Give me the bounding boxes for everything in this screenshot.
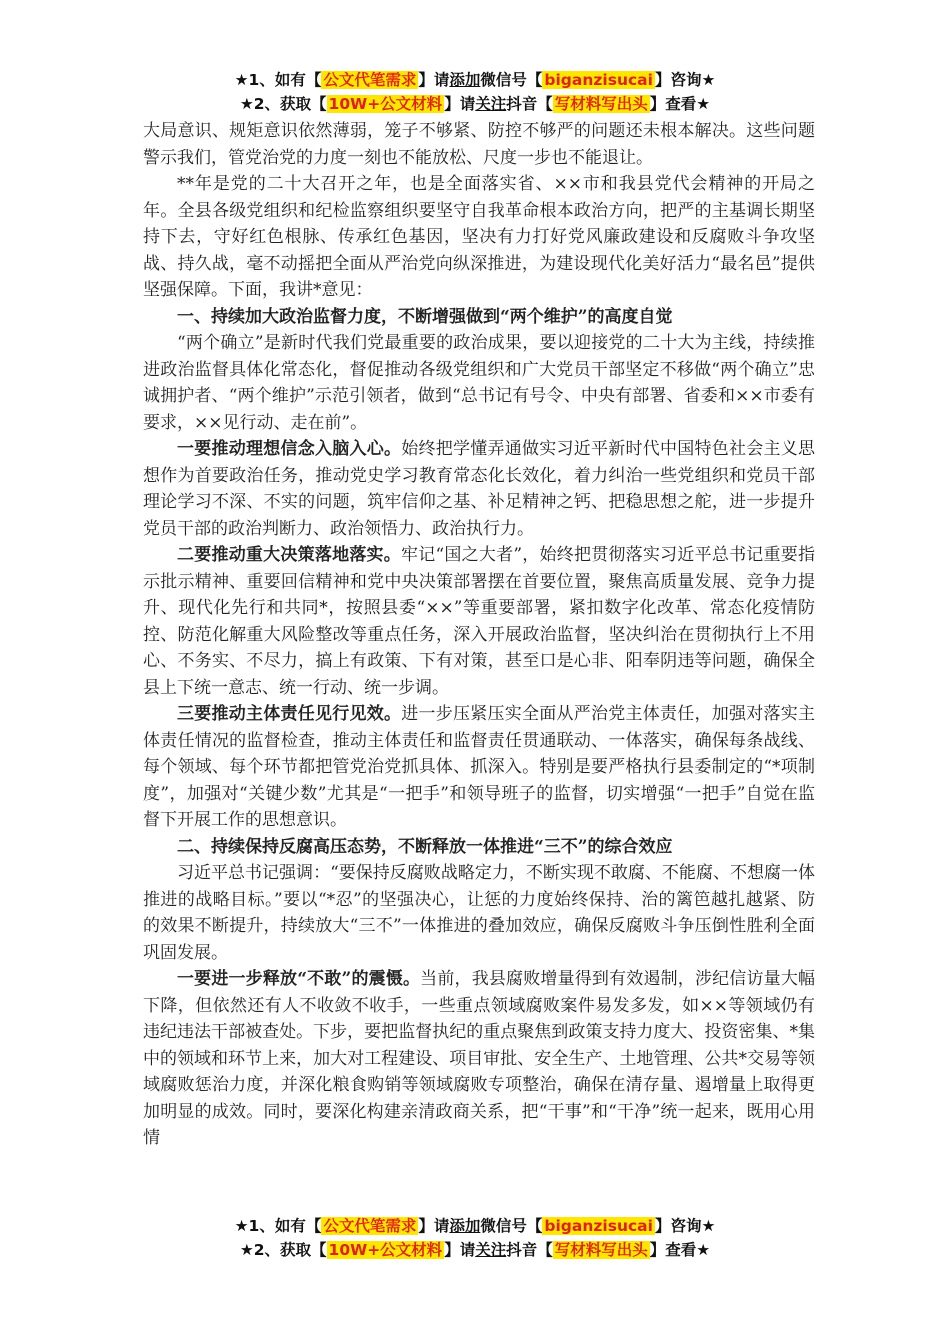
- promo-text: 微信号【: [480, 71, 543, 89]
- promo-highlight-wechat: biganzisucai: [544, 71, 653, 89]
- promo-line-2: [0, 92, 950, 116]
- promo-line-1: [0, 1214, 950, 1238]
- promo-text: ★1、如有【: [234, 71, 322, 89]
- promo-text: ★1、如有【: [234, 1217, 322, 1235]
- promo-text: ★2、获取【: [239, 1241, 327, 1259]
- promo-text: 抖音【: [506, 95, 553, 113]
- promo-highlight-service: 公文代笔需求: [323, 1217, 417, 1235]
- promo-highlight-materials: 10W+公文材料: [328, 95, 443, 113]
- paragraph-body: 进一步压紧压实全面从严治党主体责任，加强对落实主体责任情况的监督检查，推动主体责任和监督责任贯通联动、一体落实，确保每条战线、每个领域、每个环节都把管党治党抓具体、抓深入。特别是要严格执行县委制定的“*项制度”，加强对“关键少数”尤其是“一把手”和领导班子的监督，切实增强“一把手”自觉在监督下开展工作的思想意识。: [143, 704, 815, 830]
- paragraph-body: 当前，我县腐败增量得到有效遏制，涉纪信访量大幅下降，但依然还有人不收敛不收手，一些重点领域腐败案件易发多发，如××等领域仍有违纪违法干部被查处。下步，要把监督执纪的重点聚焦到政策支持力度大、投资密集、*集中的领域和环节上来，加大对工程建设、项目审批、安全生产、土地管理、公共*交易等领域腐败惩治力度，并深化粮食购销等领域腐败专项整治，确保在清存量、遏增量上取得更加明显的成效。同时，要深化构建亲清政商关系，把“干事”和“干净”统一起来，既用心用情: [143, 969, 815, 1148]
- promo-text: 微信号【: [480, 1217, 543, 1235]
- section-heading: 二、持续保持反腐高压态势，不断释放一体推进“三不”的综合效应: [177, 836, 673, 857]
- promo-line-2: [0, 1238, 950, 1262]
- promo-text: 】请: [418, 1217, 450, 1235]
- paragraph-lead: 一要进一步释放“不敢”的震慑。: [177, 969, 421, 989]
- paragraph: [143, 542, 815, 701]
- document-body: [143, 118, 815, 1152]
- paragraph-body: 始终把学懂弄通做实习近平新时代中国特色社会主义思想作为首要政治任务，推动党史学习教育常态化长效化，着力纠治一些党组织和党员干部理论学习不深、不实的问题，筑牢信仰之基、补足精神之钙、把稳思想之舵，进一步提升党员干部的政治判断力、政治领悟力、政治执行力。: [143, 439, 815, 539]
- promo-text: 】请: [418, 71, 450, 89]
- promo-text: 抖音【: [506, 1241, 553, 1259]
- promo-line-1: [0, 68, 950, 92]
- promo-banner-bottom: [0, 1214, 950, 1262]
- promo-highlight-douyin: 写材料写出头: [554, 1241, 648, 1259]
- promo-underlined: 添加: [449, 71, 481, 89]
- promo-text: 】咨询★: [654, 1217, 716, 1235]
- promo-highlight-wechat: biganzisucai: [544, 1217, 653, 1235]
- paragraph-lead: 二要推动重大决策落地落实。: [177, 545, 402, 565]
- paragraph-lead: 一要推动理想信念入脑入心。: [177, 439, 402, 459]
- paragraph: “两个确立”是新时代我们党最重要的政治成果，要以迎接党的二十大为主线，持续推进政治监督具体化常态化，督促推动各级党组织和广大党员干部坚定不移做“两个确立”忠诚拥护者、“两个维护”示范引领者，做到“总书记有号令、中央有部署、省委和××市委有要求，××见行动、走在前”。: [143, 333, 815, 433]
- promo-text: ★2、获取【: [239, 95, 327, 113]
- paragraph: 大局意识、规矩意识依然薄弱，笼子不够紧、防控不够严的问题还未根本解决。这些问题警示我们，管党治党的力度一刻也不能放松、尺度一步也不能退让。: [143, 121, 815, 168]
- section-heading: 一、持续加大政治监督力度，不断增强做到“两个维护”的高度自觉: [177, 306, 673, 327]
- paragraph: [143, 701, 815, 834]
- promo-highlight-douyin: 写材料写出头: [554, 95, 648, 113]
- promo-underlined: 关注: [475, 1241, 507, 1259]
- promo-banner-top: [0, 68, 950, 116]
- promo-text: 】请: [444, 95, 476, 113]
- promo-text: 】查看★: [649, 1241, 711, 1259]
- paragraph-lead: 三要推动主体责任见行见效。: [177, 704, 402, 724]
- promo-text: 】查看★: [649, 95, 711, 113]
- paragraph: **年是党的二十大召开之年，也是全面落实省、××市和我县党代会精神的开局之年。全县各级党组织和纪检监察组织要坚守自我革命根本政治方向，把严的主基调长期坚持下去，守好红色根脉、传承红色基因，坚决有力打好党风廉政建设和反腐败斗争攻坚战、持久战，毫不动摇把全面从严治党向纵深推进，为建设现代化美好活力“最名邑”提供坚强保障。下面，我讲*意见：: [143, 174, 815, 300]
- promo-text: 】请: [444, 1241, 476, 1259]
- paragraph: [143, 966, 815, 1152]
- paragraph: [143, 436, 815, 542]
- paragraph-body: 牢记“国之大者”，始终把贯彻落实习近平总书记重要指示批示精神、重要回信精神和党中央决策部署摆在首要位置，聚焦高质量发展、竞争力提升、现代化先行和共同*，按照县委“××”等重要部署，紧扣数字化改革、常态化疫情防控、防范化解重大风险整改等重点任务，深入开展政治监督，坚决纠治在贯彻执行上不用心、不务实、不尽力，搞上有政策、下有对策，甚至口是心非、阳奉阴违等问题，确保全县上下统一意志、统一行动、统一步调。: [143, 545, 815, 698]
- promo-highlight-materials: 10W+公文材料: [328, 1241, 443, 1259]
- promo-underlined: 添加: [449, 1217, 481, 1235]
- promo-underlined: 关注: [475, 95, 507, 113]
- promo-highlight-service: 公文代笔需求: [323, 71, 417, 89]
- promo-text: 】咨询★: [654, 71, 716, 89]
- paragraph: 习近平总书记强调：“要保持反腐败战略定力，不断实现不敢腐、不能腐、不想腐一体推进的战略目标。”要以“*忍”的坚强决心，让惩的力度始终保持、治的篱笆越扎越紧、防的效果不断提升，持续放大“三不”一体推进的叠加效应，确保反腐败斗争压倒性胜利全面巩固发展。: [143, 863, 815, 963]
